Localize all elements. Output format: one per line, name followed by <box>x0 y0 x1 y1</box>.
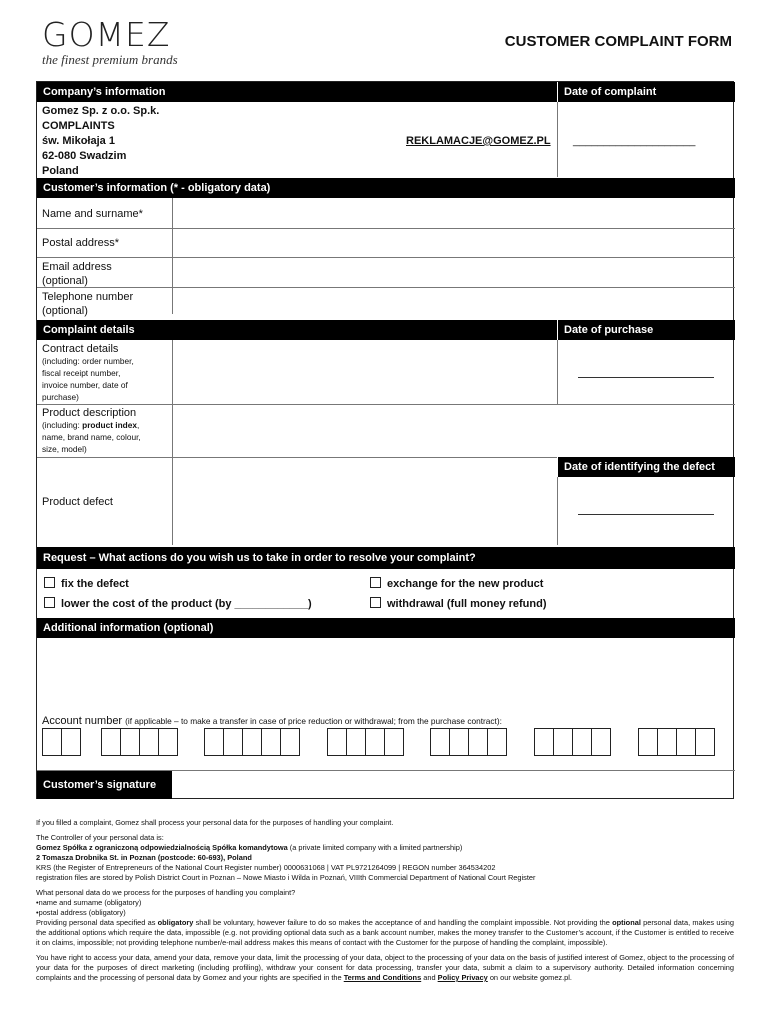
company-country: Poland <box>42 165 79 177</box>
defect-date-header: Date of identifying the defect <box>558 457 735 477</box>
account-digit-box[interactable] <box>430 728 450 756</box>
option-lower-cost[interactable]: lower the cost of the product (by ____________) <box>44 597 312 610</box>
account-digit-box[interactable] <box>534 728 554 756</box>
contract-details-hint-2: fiscal receipt number, <box>42 368 121 378</box>
contract-details-label: Contract details <box>42 343 119 355</box>
privacy-notes <box>36 818 734 988</box>
complaint-details-header: Complaint details <box>37 320 557 340</box>
terms-link[interactable]: Terms and Conditions <box>343 973 422 982</box>
account-digit-box[interactable] <box>327 728 347 756</box>
contract-details-input[interactable] <box>173 340 557 403</box>
account-digit-box[interactable] <box>261 728 281 756</box>
company-info-header: Company’s information <box>37 82 557 102</box>
phone-optional: (optional) <box>42 305 88 317</box>
account-digit-box[interactable] <box>158 728 178 756</box>
product-defect-input[interactable] <box>173 458 557 545</box>
account-digit-box[interactable] <box>591 728 611 756</box>
name-input[interactable] <box>173 198 734 228</box>
email-label: Email address <box>42 261 112 273</box>
account-digit-box[interactable] <box>638 728 658 756</box>
company-name: Gomez Sp. z o.o. Sp.k. <box>42 105 160 117</box>
account-digit-box[interactable] <box>449 728 469 756</box>
phone-label: Telephone number <box>42 291 134 303</box>
account-digit-box[interactable] <box>242 728 262 756</box>
product-description-hint-3: size, model) <box>42 444 87 454</box>
checkbox[interactable] <box>370 597 381 608</box>
product-defect-label: Product defect <box>42 496 113 508</box>
contract-details-hint-4: purchase) <box>42 392 79 402</box>
email-input[interactable] <box>173 258 734 287</box>
account-digit-box[interactable] <box>487 728 507 756</box>
contract-details-hint-1: (including: order number, <box>42 356 134 366</box>
signature-header: Customer’s signature <box>37 771 172 799</box>
account-digit-box[interactable] <box>280 728 300 756</box>
customer-info-header: Customer’s information (* - obligatory data) <box>37 178 735 198</box>
date-of-purchase-header: Date of purchase <box>558 320 735 340</box>
account-digit-box[interactable] <box>139 728 159 756</box>
account-digit-box[interactable] <box>365 728 385 756</box>
checkbox[interactable] <box>44 577 55 588</box>
product-description-hint-2: name, brand name, colour, <box>42 432 141 442</box>
additional-info-header: Additional information (optional) <box>37 618 735 638</box>
date-of-complaint-header: Date of complaint <box>558 82 735 102</box>
account-digit-box[interactable] <box>223 728 243 756</box>
postal-address-input[interactable] <box>173 229 734 257</box>
account-digit-box[interactable] <box>553 728 573 756</box>
account-digit-box[interactable] <box>657 728 677 756</box>
account-digit-box[interactable] <box>695 728 715 756</box>
account-digit-box[interactable] <box>384 728 404 756</box>
option-withdrawal[interactable]: withdrawal (full money refund) <box>370 597 547 610</box>
contract-details-hint-3: invoice number, date of <box>42 380 128 390</box>
name-label: Name and surname* <box>42 208 143 220</box>
complaint-form <box>36 81 734 799</box>
additional-info-input[interactable] <box>37 638 735 714</box>
defect-date-field[interactable] <box>578 514 714 515</box>
request-header: Request – What actions do you wish us to take in order to resolve your complaint? <box>37 547 735 569</box>
company-street: św. Mikołaja 1 <box>42 135 115 147</box>
option-fix-defect[interactable]: fix the defect <box>44 577 129 590</box>
complaints-email-link[interactable]: REKLAMACJE@GOMEZ.PL <box>406 135 551 147</box>
account-digit-box[interactable] <box>346 728 366 756</box>
account-digit-box[interactable] <box>61 728 81 756</box>
account-digit-box[interactable] <box>572 728 592 756</box>
account-digit-box[interactable] <box>204 728 224 756</box>
company-department: COMPLAINTS <box>42 120 115 132</box>
postal-address-label: Postal address* <box>42 237 120 249</box>
account-digit-box[interactable] <box>120 728 140 756</box>
account-digit-box[interactable] <box>468 728 488 756</box>
logo-wordmark: GOMEZ <box>42 15 171 54</box>
product-description-hint-1: (including: product index, <box>42 420 140 430</box>
account-digit-box[interactable] <box>42 728 62 756</box>
notes-intro: If you filled a complaint, Gomez shall process your personal data for the purposes of handling your complaint. <box>36 818 394 827</box>
product-description-input[interactable] <box>173 405 734 457</box>
notes-rights: You have right to access your data, amend your data, remove your data, limit the processing of your data, object to the processing of your data on the basis of justified interest of Gomez, object to the processing of your data for the purposes of direct marketing (including profiling), withdraw your consent for data processing, transfer your data, submit a claim to a supervisory authority. Detailed information concerning complaints and the processing of personal data by Gomez and your rights are specified in the Terms and Conditions and Policy Privacy on our website gomez.pl. <box>36 953 734 982</box>
checkbox[interactable] <box>44 597 55 608</box>
notes-data-processed: What personal data do we process for the purposes of handling you complaint? •name and surname (obligatory) •postal address (obligatory) Providing personal data specified as obligatory shall be voluntary, however failure to do so makes the acceptance of and handling the complaint impossible. Not providing the optional personal data, makes using the additional options which require the data, impossible (e.g. not providing optional data such as a bank account number, makes the money transfer to the Customer’s account, if the Customer is entitled to receive it on claims, impossible; not providing telephone number/e-mail address makes this means of contact with the Customer for the purpose of handling the complaint, impossible). <box>36 888 735 947</box>
account-number-label: Account number (if applicable – to make a transfer in case of price reduction or withdrawal; from the purchase contract): <box>42 715 502 727</box>
date-of-complaint-field[interactable]: ____________________ <box>573 135 696 147</box>
email-optional: (optional) <box>42 275 88 287</box>
form-title: CUSTOMER COMPLAINT FORM <box>504 33 732 50</box>
date-of-purchase-field[interactable] <box>578 377 714 378</box>
product-description-label: Product description <box>42 407 137 419</box>
signature-field[interactable] <box>173 771 734 799</box>
gomez-logo <box>42 15 202 68</box>
account-digit-box[interactable] <box>101 728 121 756</box>
logo-tagline: the finest premium brands <box>42 52 178 67</box>
phone-input[interactable] <box>173 288 734 318</box>
notes-controller: The Controller of your personal data is: Gomez Spółka z ograniczoną odpowiedzialnością Spółka komandytowa (a private limited company with a limited partnership) 2 Tomasza Drobnika St. in Poznan (postcode: 60-693), Poland KRS (the Register of Entrepreneurs of the National Court Register number) 0000631068 | VAT PL9721264099 | REGON number 364534202 registration files are stored by Polish District Court in Poznan – Nowe Miasto i Wilda in Poznań, VIIIth Commercial Department of National Court Register <box>36 833 536 882</box>
checkbox[interactable] <box>370 577 381 588</box>
privacy-policy-link[interactable]: Policy Privacy <box>437 973 488 982</box>
option-exchange[interactable]: exchange for the new product <box>370 577 543 590</box>
account-digit-box[interactable] <box>676 728 696 756</box>
company-postcode: 62-080 Swadzim <box>42 150 127 162</box>
